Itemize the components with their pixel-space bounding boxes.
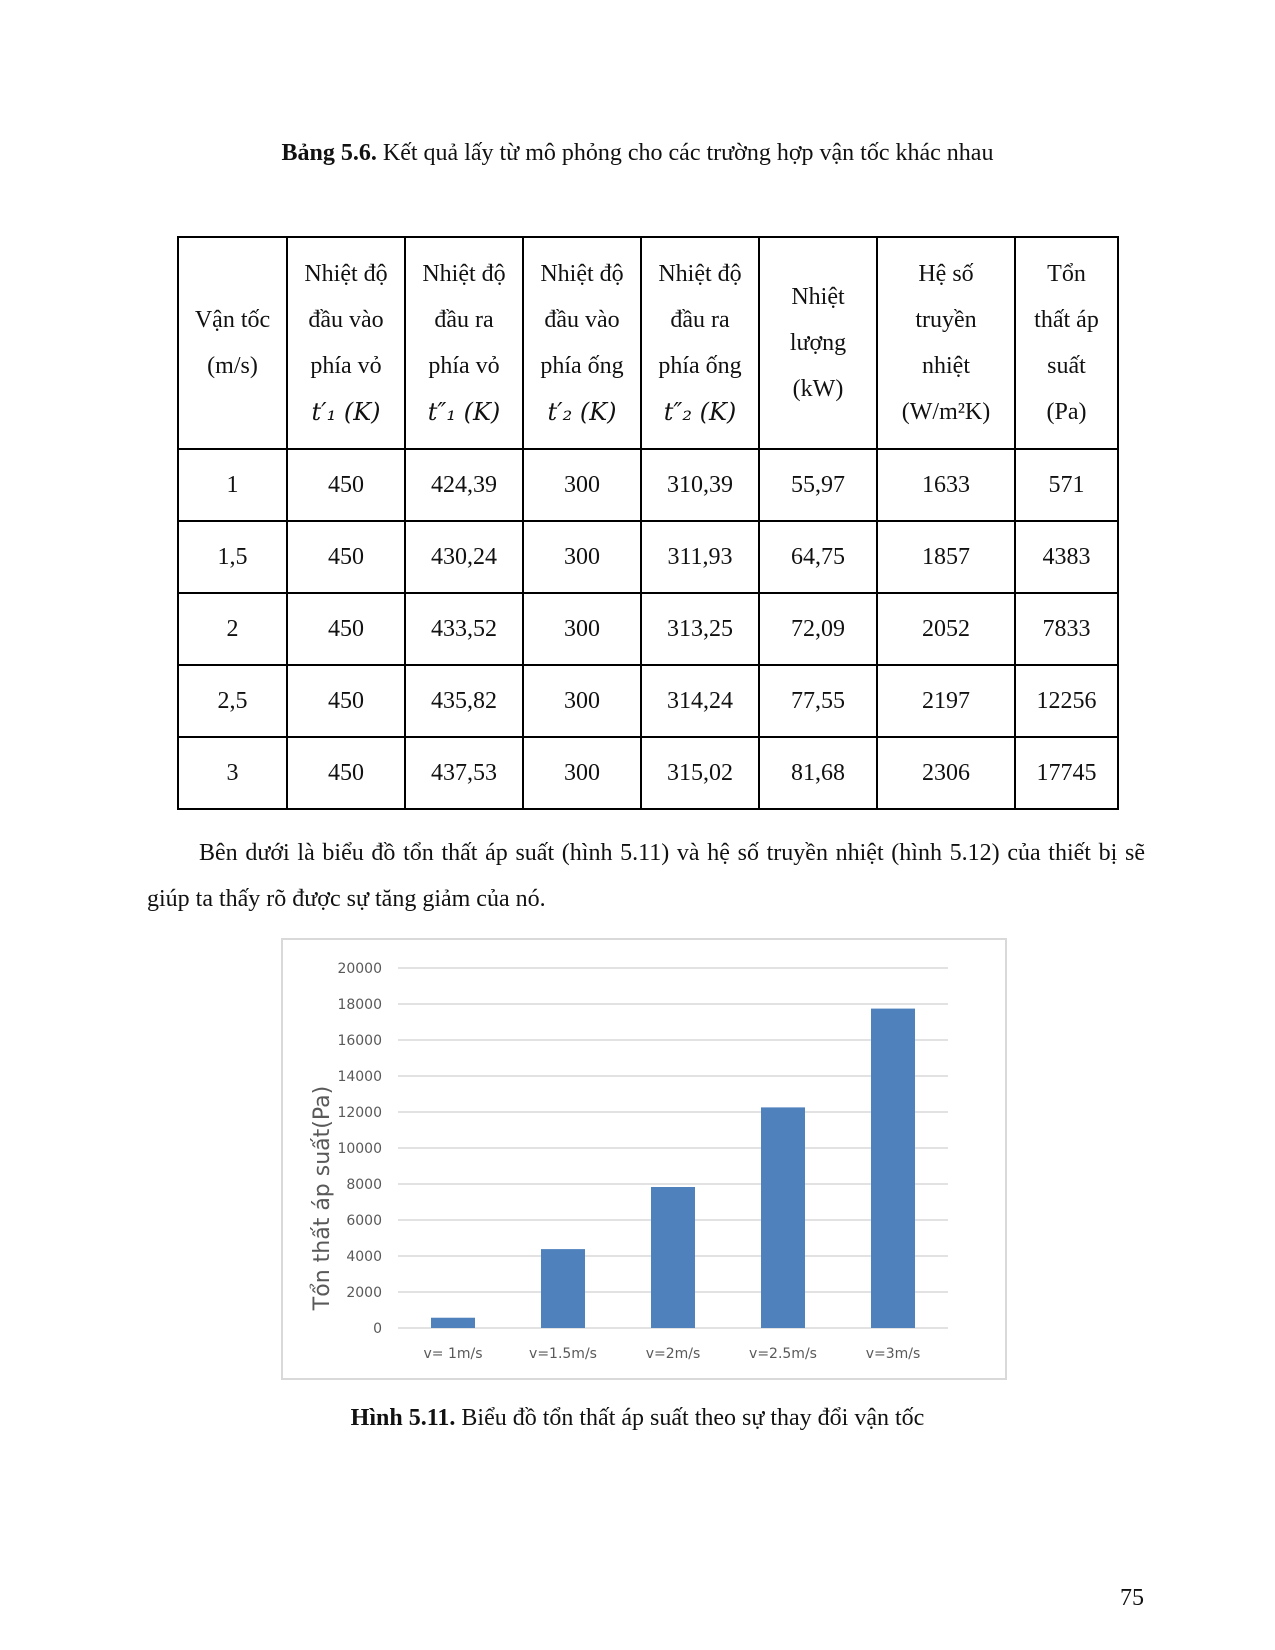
chart-bars [431,1009,915,1328]
bar [431,1318,475,1328]
table-cell: 1 [178,449,287,521]
header-shell-inlet-temp [287,237,405,449]
header-line: phía vỏ [428,353,500,379]
table-caption-text: Kết quả lấy từ mô phỏng cho các trường hợp vận tốc khác nhau [376,140,994,166]
header-line: nhiệt [922,353,970,379]
header-line: Hệ số [918,261,974,287]
header-heat-load [759,237,877,449]
chart-svg [283,940,1005,1378]
y-tick-label: 8000 [346,1177,382,1193]
figure-caption [0,1405,1275,1432]
table-cell: 435,82 [405,665,523,737]
table-cell: 314,24 [641,665,759,737]
bar [871,1009,915,1328]
table-cell: 430,24 [405,521,523,593]
table-row [178,449,1118,521]
header-heat-transfer-coefficient [877,237,1015,449]
header-line: (Pa) [1046,399,1087,425]
header-line: truyền [915,307,977,333]
y-tick-label: 6000 [346,1213,382,1229]
bar [651,1187,695,1328]
header-tube-inlet-temp [523,237,641,449]
y-tick-label: 14000 [337,1069,382,1085]
header-line: (kW) [792,376,844,402]
header-line: Nhiệt độ [540,261,624,287]
table-cell: 77,55 [759,665,877,737]
x-tick-label: v=2.5m/s [749,1346,817,1362]
table-cell: 300 [523,665,641,737]
header-pressure-loss [1015,237,1118,449]
table-cell: 450 [287,593,405,665]
table-caption-label: Bảng 5.6. [281,140,377,166]
table-cell: 300 [523,737,641,809]
header-line: thất áp [1034,307,1099,333]
table-cell: 4383 [1015,521,1118,593]
bar [541,1249,585,1328]
table-cell: 1857 [877,521,1015,593]
header-line: Nhiệt độ [658,261,742,287]
header-line: đầu ra [670,307,730,333]
y-tick-label: 18000 [337,997,382,1013]
header-tube-outlet-temp [641,237,759,449]
bar [761,1107,805,1328]
table-cell: 2306 [877,737,1015,809]
pressure-loss-chart [281,938,1007,1380]
table-cell: 72,09 [759,593,877,665]
table-cell: 1633 [877,449,1015,521]
header-line: đầu vào [544,307,620,333]
table-cell: 311,93 [641,521,759,593]
y-tick-label: 0 [373,1321,382,1337]
table-caption [0,140,1275,167]
header-line: t″₂ (K) [663,398,737,426]
table-cell: 2 [178,593,287,665]
table-row [178,521,1118,593]
y-tick-label: 12000 [337,1105,382,1121]
table-cell: 12256 [1015,665,1118,737]
header-line: phía ống [540,353,624,379]
table-cell: 313,25 [641,593,759,665]
table-cell: 1,5 [178,521,287,593]
table-cell: 315,02 [641,737,759,809]
table-cell: 437,53 [405,737,523,809]
figure-caption-label: Hình 5.11. [350,1405,456,1431]
y-tick-label: 10000 [337,1141,382,1157]
table-cell: 2197 [877,665,1015,737]
header-velocity [178,237,287,449]
table-cell: 300 [523,521,641,593]
table-cell: 81,68 [759,737,877,809]
header-line: lượng [789,330,847,356]
y-tick-label: 2000 [346,1285,382,1301]
header-line: (m/s) [207,353,258,379]
y-tick-label: 4000 [346,1249,382,1265]
table-cell: 17745 [1015,737,1118,809]
header-line: (W/m²K) [901,399,991,425]
y-tick-label: 20000 [337,961,382,977]
header-line: Nhiệt độ [422,261,506,287]
body-paragraph: Bên dưới là biểu đồ tổn thất áp suất (hình 5.11) và hệ số truyền nhiệt (hình 5.12) của thiết bị sẽ giúp ta thấy rõ được sự tăng giảm của nó. [147,840,1145,912]
header-line: đầu vào [308,307,384,333]
table-cell: 450 [287,521,405,593]
header-line: suất [1047,353,1086,379]
x-tick-label: v=1.5m/s [529,1346,597,1362]
table-row [178,665,1118,737]
table-cell: 300 [523,449,641,521]
page-number: 75 [1120,1585,1144,1611]
y-tick-label: 16000 [337,1033,382,1049]
header-line: t″₁ (K) [427,398,501,426]
header-line: đầu ra [434,307,494,333]
table-cell: 3 [178,737,287,809]
table-cell: 64,75 [759,521,877,593]
table-row [178,737,1118,809]
header-shell-outlet-temp [405,237,523,449]
header-line: Vận tốc [194,307,271,333]
table-cell: 450 [287,665,405,737]
table-cell: 55,97 [759,449,877,521]
figure-caption-text: Biểu đồ tổn thất áp suất theo sự thay đổi vận tốc [455,1405,925,1431]
table-cell: 7833 [1015,593,1118,665]
header-line: phía vỏ [310,353,382,379]
header-line: phía ống [658,353,742,379]
table-cell: 2052 [877,593,1015,665]
header-line: Nhiệt độ [304,261,388,287]
header-line: Tổn [1047,261,1086,287]
table-header-row [178,237,1118,449]
table-cell: 424,39 [405,449,523,521]
table-row [178,593,1118,665]
header-line: Nhiệt [791,284,845,310]
table-cell: 450 [287,737,405,809]
table-cell: 433,52 [405,593,523,665]
header-line: t′₂ (K) [547,398,617,426]
y-axis-label: Tổn thất áp suất(Pa) [310,1085,335,1311]
x-tick-label: v=3m/s [865,1346,921,1362]
table-cell: 310,39 [641,449,759,521]
x-axis-labels [423,1346,920,1362]
table-cell: 300 [523,593,641,665]
y-axis-ticks [337,961,382,1337]
x-tick-label: v= 1m/s [423,1346,483,1362]
table-cell: 450 [287,449,405,521]
x-tick-label: v=2m/s [645,1346,701,1362]
table-cell: 2,5 [178,665,287,737]
header-line: t′₁ (K) [311,398,381,426]
table-cell: 571 [1015,449,1118,521]
results-table [177,236,1119,810]
